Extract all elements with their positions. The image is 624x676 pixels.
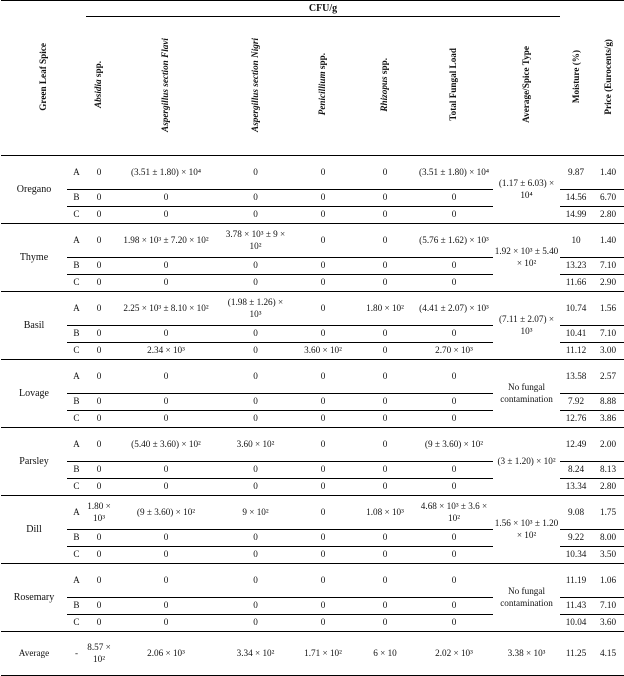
cfu-cell: 0 — [86, 428, 112, 462]
table-row — [1, 224, 624, 258]
spice-name: Dill — [1, 496, 67, 564]
sample-label: B — [67, 530, 86, 547]
table-row — [1, 496, 624, 530]
cfu-cell: 0 — [86, 275, 112, 292]
average-avg-type: 3.38 × 10³ — [493, 632, 560, 676]
header-rhizopus: Rhizopus spp. — [355, 17, 415, 156]
cfu-cell: 1.80 × 10² — [355, 292, 415, 326]
cfu-cell: 1.98 × 10³ ± 7.20 × 10² — [112, 224, 220, 258]
cfu-cell: 0 — [355, 547, 415, 564]
moisture-cell: 9.22 — [560, 530, 592, 547]
spice-average: (7.11 ± 2.07) × 10³ — [493, 292, 560, 360]
moisture-cell: 10.74 — [560, 292, 592, 326]
sample-label: A — [67, 224, 86, 258]
cfu-cell: 0 — [112, 462, 220, 479]
cfu-cell: 0 — [291, 275, 355, 292]
cfu-cell: 0 — [86, 292, 112, 326]
cfu-cell: 0 — [220, 411, 291, 428]
header-total: Total Fungal Load — [415, 17, 493, 156]
cfu-cell: 0 — [355, 615, 415, 632]
header-price: Price (Eurocents/g) — [592, 1, 624, 156]
cfu-cell: 0 — [415, 547, 493, 564]
sample-label: A — [67, 428, 86, 462]
cfu-cell: 0 — [291, 190, 355, 207]
cfu-cell: 0 — [291, 615, 355, 632]
average-cfu-cell: 1.71 × 10² — [291, 632, 355, 676]
cfu-cell: 0 — [355, 360, 415, 394]
price-cell: 8.88 — [592, 394, 624, 411]
header-avg-type: Average/Spice Type — [493, 17, 560, 156]
moisture-cell: 9.87 — [560, 156, 592, 190]
spice-name: Rosemary — [1, 564, 67, 632]
cfu-cell: 0 — [415, 411, 493, 428]
cfu-cell: 0 — [112, 326, 220, 343]
average-row — [1, 632, 624, 676]
header-absidia: Absidia spp. — [86, 17, 112, 156]
average-cfu-cell: 2.02 × 10³ — [415, 632, 493, 676]
header-penicillium: Penicillium spp. — [291, 17, 355, 156]
cfu-cell: 0 — [355, 190, 415, 207]
average-price: 4.15 — [592, 632, 624, 676]
sample-label: B — [67, 598, 86, 615]
table-row — [1, 564, 624, 598]
cfu-cell: 0 — [291, 496, 355, 530]
cfu-cell: 0 — [220, 326, 291, 343]
cfu-cell: 0 — [355, 224, 415, 258]
cfu-cell: 0 — [415, 360, 493, 394]
moisture-cell: 13.58 — [560, 360, 592, 394]
cfu-cell: 0 — [415, 615, 493, 632]
moisture-cell: 12.49 — [560, 428, 592, 462]
average-moisture: 11.25 — [560, 632, 592, 676]
average-cfu-cell: 3.34 × 10² — [220, 632, 291, 676]
cfu-cell: 0 — [112, 411, 220, 428]
sample-label: B — [67, 258, 86, 275]
table-row — [1, 428, 624, 462]
sample-label: A — [67, 564, 86, 598]
moisture-cell: 11.66 — [560, 275, 592, 292]
price-cell: 1.40 — [592, 224, 624, 258]
cfu-cell: (1.98 ± 1.26) × 10³ — [220, 292, 291, 326]
cfu-cell: 0 — [355, 530, 415, 547]
cfu-cell: 0 — [220, 360, 291, 394]
cfu-cell: 0 — [112, 190, 220, 207]
cfu-cell: 0 — [112, 564, 220, 598]
spice-name: Parsley — [1, 428, 67, 496]
price-cell: 1.06 — [592, 564, 624, 598]
cfu-cell: 0 — [86, 462, 112, 479]
sample-label: C — [67, 411, 86, 428]
cfu-cell: 0 — [86, 598, 112, 615]
cfu-cell: 0 — [415, 207, 493, 224]
price-cell: 8.13 — [592, 462, 624, 479]
cfu-cell: 2.34 × 10³ — [112, 343, 220, 360]
cfu-cell: 0 — [86, 564, 112, 598]
cfu-cell: 0 — [220, 547, 291, 564]
price-cell: 3.00 — [592, 343, 624, 360]
cfu-cell: 0 — [86, 190, 112, 207]
cfu-cell: 3.60 × 10² — [291, 343, 355, 360]
cfu-cell: 0 — [355, 156, 415, 190]
average-cfu-cell: 6 × 10 — [355, 632, 415, 676]
cfu-cell: 3.60 × 10² — [220, 428, 291, 462]
cfu-cell: 0 — [220, 564, 291, 598]
sample-label: A — [67, 496, 86, 530]
cfu-cell: 0 — [220, 598, 291, 615]
cfu-cell: 0 — [112, 275, 220, 292]
moisture-cell: 11.43 — [560, 598, 592, 615]
cfu-cell: 0 — [415, 479, 493, 496]
cfu-cell: (5.40 ± 3.60) × 10² — [112, 428, 220, 462]
cfu-cell: 0 — [220, 343, 291, 360]
cfu-cell: 0 — [220, 530, 291, 547]
moisture-cell: 11.19 — [560, 564, 592, 598]
cfu-cell: 0 — [86, 394, 112, 411]
cfu-cell: 1.08 × 10³ — [355, 496, 415, 530]
cfu-cell: 0 — [86, 326, 112, 343]
cfu-cell: 0 — [112, 258, 220, 275]
header-moisture: Moisture (%) — [560, 1, 592, 156]
moisture-cell: 7.92 — [560, 394, 592, 411]
cfu-cell: 0 — [291, 394, 355, 411]
fungal-load-table — [1, 0, 624, 676]
cfu-cell: 0 — [220, 207, 291, 224]
cfu-cell: 0 — [291, 428, 355, 462]
cfu-cell: 0 — [415, 564, 493, 598]
price-cell: 7.10 — [592, 598, 624, 615]
cfu-cell: 0 — [355, 428, 415, 462]
average-cfu-cell: 8.57 × 10² — [86, 632, 112, 676]
table-row — [1, 292, 624, 326]
spice-average: (1.17 ± 6.03) × 10⁴ — [493, 156, 560, 224]
moisture-cell: 11.12 — [560, 343, 592, 360]
sample-label: A — [67, 360, 86, 394]
price-cell: 2.00 — [592, 428, 624, 462]
sample-label: B — [67, 394, 86, 411]
spice-average: 1.56 × 10³ ± 1.20 × 10² — [493, 496, 560, 564]
cfu-cell: 0 — [355, 564, 415, 598]
cfu-cell: 0 — [86, 360, 112, 394]
cfu-cell: 0 — [220, 462, 291, 479]
cfu-cell: 0 — [86, 224, 112, 258]
cfu-cell: 0 — [291, 258, 355, 275]
cfu-cell: (9 ± 3.60) × 10² — [112, 496, 220, 530]
cfu-cell: 0 — [112, 598, 220, 615]
cfu-cell: 0 — [355, 598, 415, 615]
price-cell: 1.40 — [592, 156, 624, 190]
average-cfu-cell: 2.06 × 10³ — [112, 632, 220, 676]
cfu-cell: 0 — [291, 411, 355, 428]
cfu-cell: 0 — [355, 258, 415, 275]
cfu-cell: 0 — [415, 530, 493, 547]
cfu-cell: (3.51 ± 1.80) × 10⁴ — [415, 156, 493, 190]
header-cfu: CFU/g — [86, 1, 560, 17]
cfu-cell: 0 — [291, 598, 355, 615]
cfu-cell: 1.80 × 10³ — [86, 496, 112, 530]
cfu-cell: 0 — [415, 598, 493, 615]
cfu-cell: 0 — [291, 547, 355, 564]
moisture-cell: 13.23 — [560, 258, 592, 275]
cfu-cell: 0 — [291, 224, 355, 258]
cfu-cell: 0 — [291, 207, 355, 224]
header-asp-flavi: Aspergillus section Flavi — [112, 17, 220, 156]
cfu-cell: 0 — [291, 479, 355, 496]
cfu-cell: 2.70 × 10³ — [415, 343, 493, 360]
cfu-cell: 0 — [220, 258, 291, 275]
cfu-cell: (5.76 ± 1.62) × 10³ — [415, 224, 493, 258]
cfu-cell: 0 — [220, 615, 291, 632]
sample-label: B — [67, 190, 86, 207]
sample-label: A — [67, 156, 86, 190]
moisture-cell: 10.34 — [560, 547, 592, 564]
cfu-cell: (9 ± 3.60) × 10² — [415, 428, 493, 462]
cfu-cell: 0 — [355, 326, 415, 343]
cfu-cell: 0 — [355, 462, 415, 479]
cfu-cell: 0 — [355, 394, 415, 411]
cfu-cell: 0 — [86, 156, 112, 190]
cfu-cell: 0 — [355, 275, 415, 292]
moisture-cell: 14.99 — [560, 207, 592, 224]
price-cell: 1.75 — [592, 496, 624, 530]
moisture-cell: 12.76 — [560, 411, 592, 428]
cfu-cell: 0 — [291, 326, 355, 343]
spice-name: Oregano — [1, 156, 67, 224]
spice-name: Lovage — [1, 360, 67, 428]
cfu-cell: 0 — [415, 326, 493, 343]
price-cell: 2.80 — [592, 207, 624, 224]
moisture-cell: 10 — [560, 224, 592, 258]
cfu-cell: 0 — [220, 479, 291, 496]
moisture-cell: 14.56 — [560, 190, 592, 207]
cfu-cell: 0 — [220, 275, 291, 292]
cfu-cell: 0 — [291, 530, 355, 547]
cfu-cell: 0 — [86, 343, 112, 360]
cfu-cell: (4.41 ± 2.07) × 10³ — [415, 292, 493, 326]
cfu-cell: 0 — [112, 394, 220, 411]
price-cell: 2.57 — [592, 360, 624, 394]
cfu-cell: 0 — [291, 462, 355, 479]
cfu-cell: 9 × 10² — [220, 496, 291, 530]
cfu-cell: 0 — [86, 615, 112, 632]
cfu-cell: 0 — [415, 258, 493, 275]
cfu-cell: 0 — [86, 479, 112, 496]
header-asp-nigri: Aspergillus section Nigri — [220, 17, 291, 156]
moisture-cell: 9.08 — [560, 496, 592, 530]
cfu-cell: 0 — [220, 190, 291, 207]
sample-label: C — [67, 479, 86, 496]
cfu-cell: 0 — [291, 564, 355, 598]
cfu-cell: (3.51 ± 1.80) × 10⁴ — [112, 156, 220, 190]
cfu-cell: 0 — [112, 207, 220, 224]
cfu-cell: 0 — [86, 258, 112, 275]
cfu-cell: 0 — [86, 411, 112, 428]
spice-name: Basil — [1, 292, 67, 360]
moisture-cell: 13.34 — [560, 479, 592, 496]
cfu-cell: 0 — [355, 207, 415, 224]
cfu-cell: 0 — [355, 479, 415, 496]
cfu-cell: 0 — [355, 411, 415, 428]
spice-average: No fungal contamination — [493, 564, 560, 632]
sample-label: A — [67, 292, 86, 326]
sample-label: B — [67, 326, 86, 343]
sample-label: C — [67, 547, 86, 564]
cfu-cell: 0 — [291, 156, 355, 190]
sample-label: C — [67, 275, 86, 292]
moisture-cell: 10.41 — [560, 326, 592, 343]
cfu-cell: 0 — [86, 207, 112, 224]
cfu-cell: 2.25 × 10³ ± 8.10 × 10² — [112, 292, 220, 326]
cfu-cell: 0 — [415, 394, 493, 411]
price-cell: 1.56 — [592, 292, 624, 326]
cfu-cell: 0 — [112, 360, 220, 394]
cfu-cell: 4.68 × 10³ ± 3.6 × 10² — [415, 496, 493, 530]
cfu-cell: 0 — [112, 547, 220, 564]
cfu-cell: 0 — [220, 394, 291, 411]
cfu-cell: 0 — [220, 156, 291, 190]
cfu-cell: 0 — [291, 292, 355, 326]
cfu-cell: 0 — [415, 275, 493, 292]
price-cell: 3.50 — [592, 547, 624, 564]
price-cell: 3.86 — [592, 411, 624, 428]
cfu-cell: 0 — [86, 530, 112, 547]
spice-average: 1.92 × 10³ ± 5.40 × 10² — [493, 224, 560, 292]
price-cell: 2.80 — [592, 479, 624, 496]
table-row — [1, 156, 624, 190]
spice-average: No fungal contamination — [493, 360, 560, 428]
price-cell: 6.70 — [592, 190, 624, 207]
cfu-cell: 0 — [415, 462, 493, 479]
header-spice: Green Leaf Spice — [1, 1, 86, 156]
cfu-cell: 0 — [355, 343, 415, 360]
moisture-cell: 8.24 — [560, 462, 592, 479]
average-sample: - — [67, 632, 86, 676]
price-cell: 2.90 — [592, 275, 624, 292]
average-label: Average — [1, 632, 67, 676]
price-cell: 3.60 — [592, 615, 624, 632]
cfu-cell: 0 — [291, 360, 355, 394]
cfu-cell: 0 — [86, 547, 112, 564]
price-cell: 7.10 — [592, 258, 624, 275]
cfu-cell: 3.78 × 10³ ± 9 × 10² — [220, 224, 291, 258]
cfu-cell: 0 — [112, 615, 220, 632]
price-cell: 8.00 — [592, 530, 624, 547]
spice-name: Thyme — [1, 224, 67, 292]
sample-label: C — [67, 343, 86, 360]
sample-label: C — [67, 207, 86, 224]
sample-label: C — [67, 615, 86, 632]
moisture-cell: 10.04 — [560, 615, 592, 632]
cfu-cell: 0 — [112, 479, 220, 496]
cfu-cell: 0 — [112, 530, 220, 547]
spice-average: (3 ± 1.20) × 10² — [493, 428, 560, 496]
sample-label: B — [67, 462, 86, 479]
cfu-cell: 0 — [415, 190, 493, 207]
price-cell: 7.10 — [592, 326, 624, 343]
table-row — [1, 360, 624, 394]
